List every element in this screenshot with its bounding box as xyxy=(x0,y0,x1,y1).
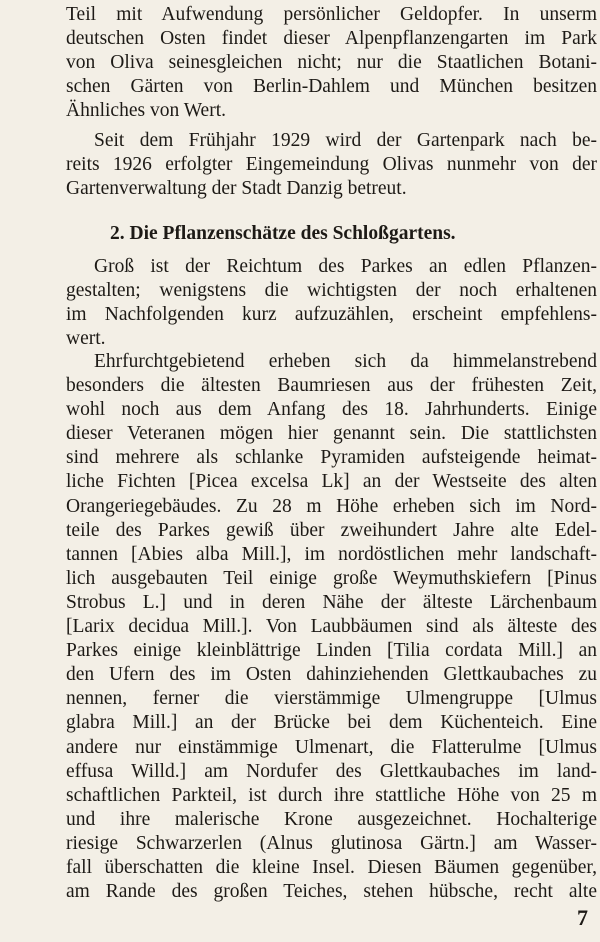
text-line: liche Fichten [Picea excelsa Lk] an der Westseite des alten xyxy=(66,471,597,493)
text-line: Orangeriegebäudes. Zu 28 m Höhe erheben sich im Nord- xyxy=(66,495,597,517)
text-line: Groß ist der Reichtum des Parkes an edlen Pflanzen- xyxy=(94,256,597,277)
text-line: Seit dem Frühjahr 1929 wird der Gartenpark nach be- xyxy=(94,130,597,151)
paragraph-garden-administration xyxy=(66,129,597,201)
text-line: Ähnliches von Wert. xyxy=(66,100,226,122)
text-line: effusa Willd.] am Nordufer des Glettkaubaches im land- xyxy=(66,760,597,782)
text-line: riesige Schwarzerlen (Alnus glutinosa Gärtn.] am Wasser- xyxy=(66,832,597,854)
text-line: [Larix decidua Mill.]. Von Laubbäumen sind als älteste des xyxy=(66,616,597,638)
section-heading: 2. Die Pflanzenschätze des Schloßgartens. xyxy=(110,223,456,244)
text-line: lich ausgebauten Teil einige große Weymuthskiefern [Pinus xyxy=(66,567,597,589)
text-line: und ihre malerische Krone ausgezeichnet. Hochalterige xyxy=(66,808,597,830)
text-line: von Oliva seinesgleichen nicht; nur die Staatlichen Botani- xyxy=(66,52,597,74)
text-line: Teil mit Aufwendung persönlicher Geldopfer. In unserm xyxy=(66,4,597,25)
text-line: tannen [Abies alba Mill.], im nordöstlichen mehr landschaft- xyxy=(66,543,597,565)
text-line: Parkes einige kleinblättrige Linden [Tilia cordata Mill.] an xyxy=(66,640,597,662)
text-line: wohl noch aus dem Anfang des 18. Jahrhunderts. Einige xyxy=(66,399,597,421)
text-line: im Nachfolgenden kurz aufzuzählen, erscheint empfehlens- xyxy=(66,304,597,326)
text-line: am Rande des großen Teiches, stehen hübsche, recht alte xyxy=(66,881,597,903)
text-line: wert. xyxy=(66,328,106,350)
text-line: Gartenverwaltung der Stadt Danzig betreut. xyxy=(66,178,407,200)
text-line: den Ufern des im Osten dahinziehenden Glettkaubaches zu xyxy=(66,664,597,686)
text-line: Strobus L.] und in deren Nähe der älteste Lärchenbaum xyxy=(66,591,597,613)
text-line: Ehrfurchtgebietend erheben sich da himmelanstrebend xyxy=(94,351,597,372)
text-line: besonders die ältesten Baumriesen aus der frühesten Zeit, xyxy=(66,375,597,397)
text-line: schen Gärten von Berlin-Dahlem und München besitzen xyxy=(66,76,597,98)
text-line: andere nur einstämmige Ulmenart, die Flatterulme [Ulmus xyxy=(66,736,597,758)
text-line: fall überschatten die kleine Insel. Diesen Bäumen gegenüber, xyxy=(66,856,597,878)
text-line: teile des Parkes gewiß über zweihundert Jahre alte Edel- xyxy=(66,519,597,541)
paragraph-alpine-garden xyxy=(66,3,597,123)
page-number: 7 xyxy=(577,905,588,930)
text-line: schaftlichen Parkteil, ist durch ihre stattliche Höhe von 25 m xyxy=(66,784,597,806)
text-line: dieser Veteranen mögen hier genannt sein. Die stattlichsten xyxy=(66,423,597,445)
paragraph-plant-richness xyxy=(66,255,597,351)
text-line: sind mehrere als schlanke Pyramiden aufsteigende heimat- xyxy=(66,447,597,469)
text-line: gestalten; wenigstens die wichtigsten der noch erhaltenen xyxy=(66,280,597,302)
text-line: glabra Mill.] an der Brücke bei dem Küchenteich. Eine xyxy=(66,712,597,734)
text-line: deutschen Osten findet dieser Alpenpflanzengarten im Park xyxy=(66,28,597,50)
text-line: reits 1926 erfolgter Eingemeindung Olivas nunmehr von der xyxy=(66,154,597,176)
text-line: nennen, ferner die vierstämmige Ulmengruppe [Ulmus xyxy=(66,688,597,710)
paragraph-old-trees xyxy=(66,350,597,904)
